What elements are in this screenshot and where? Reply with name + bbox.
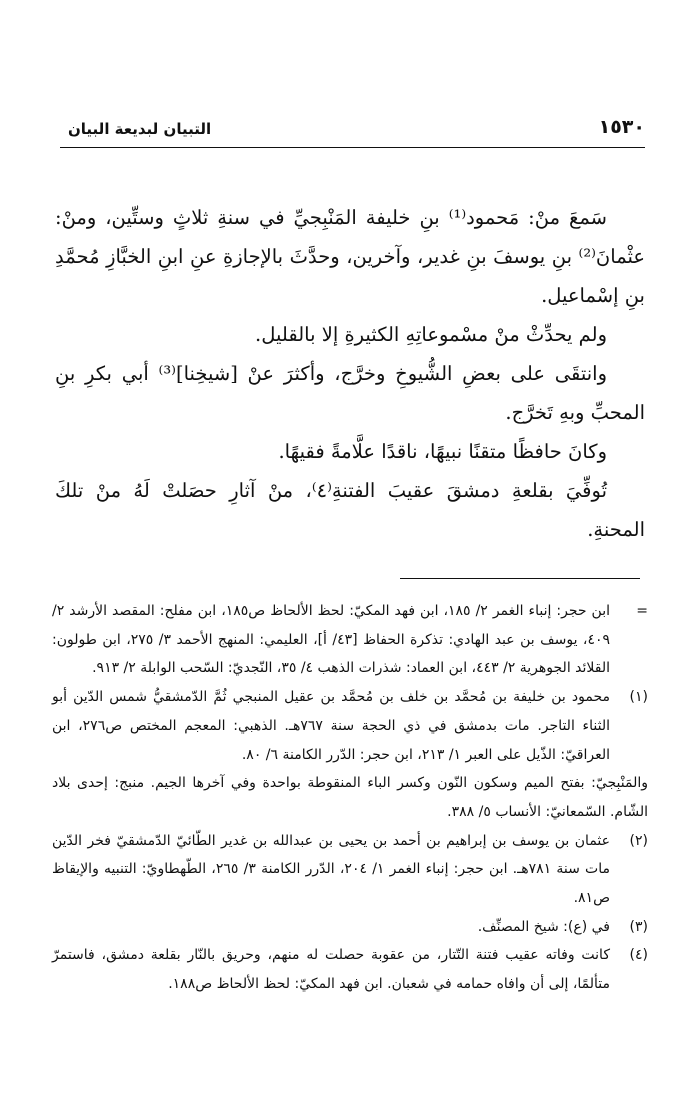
footnote-marker: (١) [629, 689, 648, 706]
footnote-4 [52, 941, 648, 998]
main-text [55, 198, 645, 549]
paragraph-1: سَمعَ منْ: مَحمود⁽¹⁾ بنِ خليفة المَنْبِجيِّ في سنةِ ثلاثٍ وستِّين، ومنْ: عثْمانَ⁽²⁾ بنِ يوسفَ بنِ غدير، وآخرين، وحدَّثَ بالإجازةِ عنِ ابنِ الخبَّازِ مُحمَّدِ بنِ إسْماعيل. [55, 206, 645, 307]
footnote-rule [400, 578, 640, 579]
footnote-marker: = [636, 603, 648, 619]
header-rule [60, 147, 645, 148]
footnotes [52, 597, 648, 999]
footnote-marker: (٤) [629, 947, 648, 964]
paragraph-5: تُوفِّيَ بقلعةِ دمشقَ عقيبَ الفتنةِ⁽٤⁾، منْ آثارِ حصَلتْ لَهُ منْ تلكَ المحنةِ. [55, 479, 645, 541]
footnote-text: عثمان بن يوسف بن إبراهيم بن أحمد بن يحيى بن عبدالله بن غدير الطّائيّ الدّمشقيّ فخر الدّين مات سنة ٧٨١هـ. ابن حجر: إنباء الغمر ١/ ٢٠٤، الدّرر الكامنة ٣/ ٢٦٥، الطّهطاويّ: التنبيه والإيقاظ ص٨١. [52, 832, 610, 907]
footnote-text: ابن حجر: إنباء الغمر ٢/ ١٨٥، ابن فهد المكيّ: لحظ الألحاظ ص١٨٥، ابن مفلح: المقصد الأرشد ٢/ ٤٠٩، يوسف بن عبد الهادي: تذكرة الحفاظ [٤٣/ أ]، العليمي: المنهج الأحمد ٣/ ٢٧٥، ابن طولون: القلائد الجوهرية ٢/ ٤٤٣، ابن العماد: شذرات الذهب ٤/ ٣٥، النّجديّ: السّحب الوابلة ٢/ ٩١٣. [52, 603, 611, 677]
paragraph-2: ولم يحدِّثْ منْ مسْموعاتِهِ الكثيرةِ إلا بالقليل. [255, 323, 607, 346]
footnote-text: محمود بن خليفة بن مُحمَّد بن خلف بن مُحمَّد بن عقيل المنبجي ثُمَّ الدّمشقيُّ شمس الدّين أبو الثناء التاجر. مات بدمشق في ذي الحجة سنة ٧٦٧هـ. الذهبي: المعجم المختص ص٢٧٦، ابن العراقيّ: الذّيل على العبر ١/ ٢١٣، ابن حجر: الدّرر الكامنة ٦/ ٨٠. [52, 689, 610, 763]
footnote-1 [52, 683, 648, 769]
footnote-1-extra: والمَنْبِجيّ: بفتح الميم وسكون النّون وكسر الباء المنقوطة بواحدة وفي آخرها الجيم. منبج: إحدى بلاد الشّام. السّمعانيّ: الأنساب ٥/ ٣٨٨. [52, 775, 648, 820]
footnote-2 [52, 827, 648, 913]
paragraph-3: وانتقَى على بعضِ الشُّيوخِ وخرَّج، وأكثرَ عنْ [شيخِنا]⁽³⁾ أبي بكرِ بنِ المحبِّ وبهِ تَخرَّج. [55, 362, 645, 424]
footnote-3 [52, 913, 648, 942]
paragraph-4: وكانَ حافظًا متقنًا نبيهًا، ناقدًا علَّامةً فقيهًا. [278, 440, 607, 463]
page-number: ١٥٣٠ [598, 116, 645, 138]
book-title: التبيان لبديعة البيان [68, 120, 212, 138]
footnote-continued [52, 597, 648, 683]
footnote-text: كانت وفاته عقيب فتنة التّتار، من عقوبة حصلت له منهم، وحريق بالنّار بقلعة دمشق، فاستمرّ متألمًا، إلى أن وافاه حمامه في شعبان. ابن فهد المكيّ: لحظ الألحاظ ص١٨٨. [52, 947, 610, 993]
footnote-marker: (٢) [629, 832, 648, 849]
footnote-text: في (ع): شيخ المصنِّف. [477, 918, 610, 935]
footnote-marker: (٣) [629, 918, 648, 935]
running-header [60, 118, 645, 144]
